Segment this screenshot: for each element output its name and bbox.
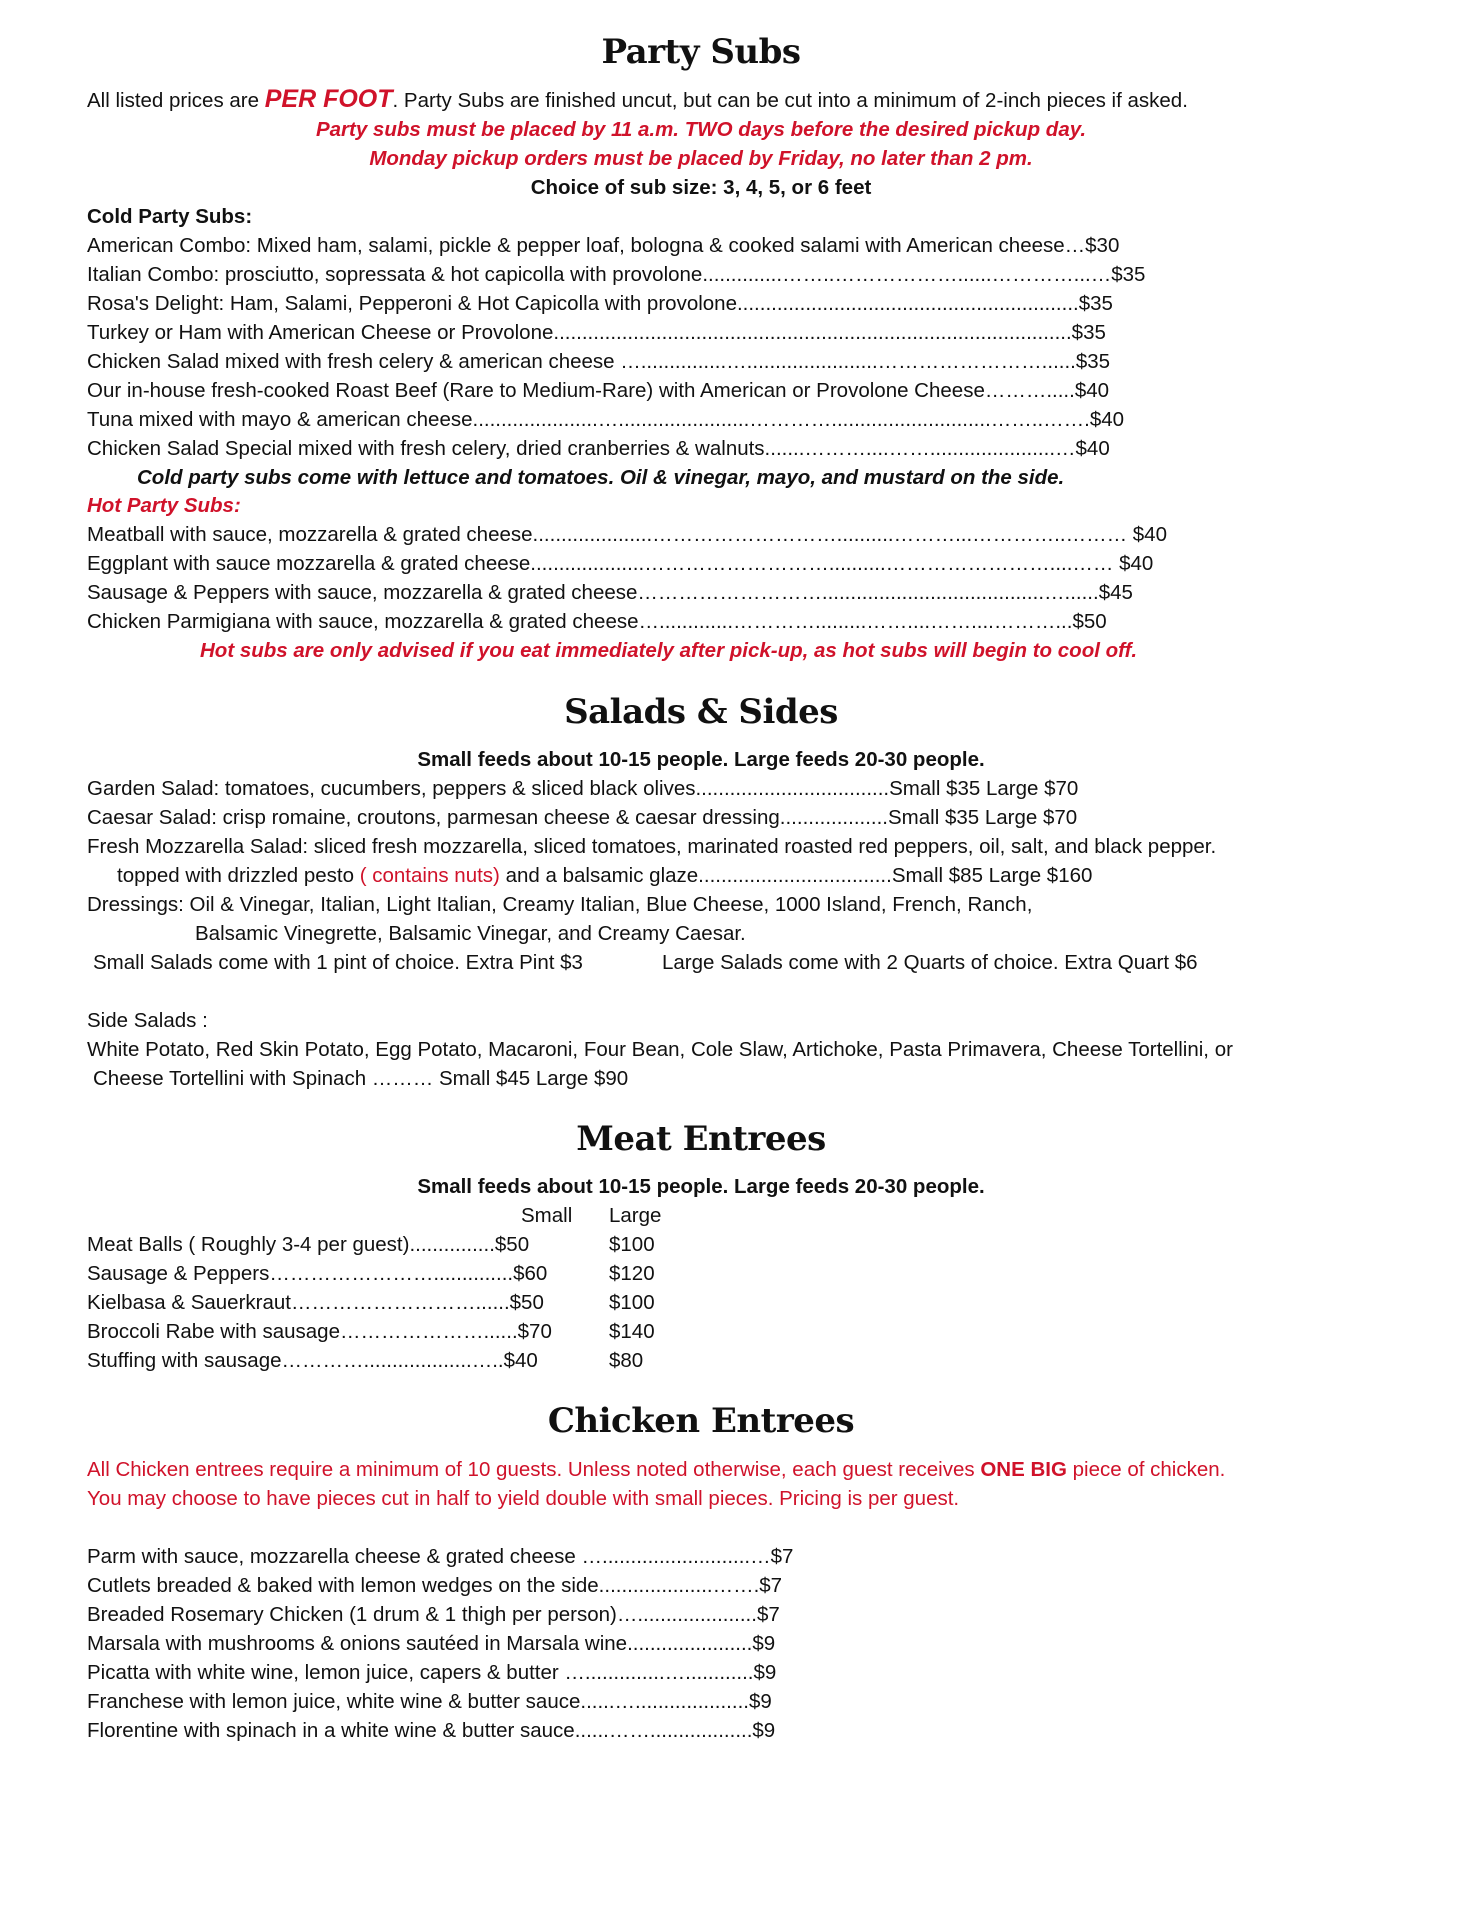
mozz-detail-price: and a balsamic glaze..................................Small $85 Large $160 <box>499 864 1093 887</box>
meat-item: Meat Balls ( Roughly 3-4 per guest)...............$50 <box>87 1233 530 1256</box>
meat-item: Sausage & Peppers……………………..............$60 <box>87 1262 548 1285</box>
chicken-pricing-note: You may choose to have pieces cut in half to yield double with small pieces. Pricing is per guest. <box>87 1487 960 1510</box>
chicken-note-text: All Chicken entrees require a minimum of 10 guests. Unless noted otherwise, each guest receives <box>87 1458 981 1481</box>
side-salads-title: Side Salads : <box>87 1009 208 1032</box>
chicken-item: Franchese with lemon juice, white wine & butter sauce......…....................$9 <box>87 1690 772 1713</box>
intro-text: All listed prices are <box>87 89 265 112</box>
meat-item-large-price: $100 <box>609 1233 655 1256</box>
intro-text-after: . Party Subs are finished uncut, but can be cut into a minimum of 2-inch pieces if asked. <box>392 89 1188 112</box>
one-big-emphasis: ONE BIG <box>980 1458 1067 1481</box>
cold-sub-item: Italian Combo: prosciutto, sopressata & hot capicolla with provolone..............……..………………......…………...…$35 <box>87 263 1146 286</box>
monday-pickup-notice: Monday pickup orders must be placed by Friday, no later than 2 pm. <box>369 147 1033 170</box>
hot-subs-note: Hot subs are only advised if you eat immediately after pick-up, as hot subs will begin to cool off. <box>200 639 1138 662</box>
per-foot-emphasis: PER FOOT <box>264 85 393 113</box>
meat-item-large-price: $80 <box>609 1349 644 1372</box>
chicken-item: Picatta with white wine, lemon juice, capers & butter …..............…............$9 <box>87 1661 777 1684</box>
chicken-item: Marsala with mushrooms & onions sautéed in Marsala wine......................$9 <box>87 1632 776 1655</box>
mozzarella-salad-item: Fresh Mozzarella Salad: sliced fresh mozzarella, sliced tomatoes, marinated roasted red peppers, oil, salt, and black pepper. <box>87 835 1217 858</box>
dressings-list-cont: Balsamic Vinegrette, Balsamic Vinegar, and Creamy Caesar. <box>195 922 746 945</box>
chicken-item: Parm with sauce, mozzarella cheese & grated cheese …..........................…$7 <box>87 1545 794 1568</box>
chicken-note-text-after: piece of chicken. <box>1066 1458 1226 1481</box>
meat-item-large-price: $120 <box>609 1262 655 1285</box>
meat-item: Kielbasa & Sauerkraut………………………......$50 <box>87 1291 544 1314</box>
cold-sub-item: American Combo: Mixed ham, salami, pickle & pepper loaf, bologna & cooked salami with American cheese…$30 <box>87 234 1120 257</box>
chicken-item: Cutlets breaded & baked with lemon wedges on the side....................…….$7 <box>87 1574 783 1597</box>
party-subs-heading: Party Subs <box>601 32 801 72</box>
cold-sub-item: Our in-house fresh-cooked Roast Beef (Rare to Medium-Rare) with American or Provolone Cheese……….....$40 <box>87 379 1110 402</box>
chicken-item: Breaded Rosemary Chicken (1 drum & 1 thigh per person)….....................$7 <box>87 1603 780 1626</box>
cold-sub-item: Chicken Salad mixed with fresh celery & american cheese …...............….......................……………………......$35 <box>87 350 1111 373</box>
salads-heading: Salads & Sides <box>564 692 838 732</box>
caesar-salad-item: Caesar Salad: crisp romaine, croutons, parmesan cheese & caesar dressing...................Small $35 Large $70 <box>87 806 1078 829</box>
cold-sub-item: Rosa's Delight: Ham, Salami, Pepperoni & Hot Capicolla with provolone............................................................$35 <box>87 292 1113 315</box>
small-dressing-note: Small Salads come with 1 pint of choice. Extra Pint $3 <box>93 951 583 974</box>
order-deadline-notice: Party subs must be placed by 11 a.m. TWO days before the desired pickup day. <box>315 118 1087 141</box>
salads-feeds-note: Small feeds about 10-15 people. Large feeds 20-30 people. <box>417 748 985 771</box>
meat-entrees-heading: Meat Entrees <box>576 1119 826 1159</box>
mozzarella-salad-detail <box>117 861 1092 890</box>
hot-subs-title: Hot Party Subs: <box>87 494 241 517</box>
dressings-list: Dressings: Oil & Vinegar, Italian, Light Italian, Creamy Italian, Blue Cheese, 1000 Island, French, Ranch, <box>87 893 1033 916</box>
chicken-minimum-note <box>87 1455 1225 1484</box>
meat-item-large-price: $100 <box>609 1291 655 1314</box>
cold-sub-item: Turkey or Ham with American Cheese or Provolone...........................................................................................$35 <box>87 321 1106 344</box>
meat-feeds-note: Small feeds about 10-15 people. Large feeds 20-30 people. <box>417 1175 985 1198</box>
meat-item: Broccoli Rabe with sausage…………………......$70 <box>87 1320 552 1343</box>
cold-subs-note: Cold party subs come with lettuce and tomatoes. Oil & vinegar, mayo, and mustard on the side. <box>137 466 1065 489</box>
meat-item: Stuffing with sausage…………...................…..$40 <box>87 1349 538 1372</box>
garden-salad-item: Garden Salad: tomatoes, cucumbers, peppers & sliced black olives..................................Small $35 Large $70 <box>87 777 1079 800</box>
hot-sub-item: Eggplant with sauce mozzarella & grated cheese....................………………………..........……………………....…… $40 <box>87 552 1154 575</box>
hot-sub-item: Sausage & Peppers with sauce, mozzarella & grated cheese……………………….......................................…......$45 <box>87 581 1133 604</box>
small-column-header: Small <box>521 1204 573 1227</box>
large-dressing-note: Large Salads come with 2 Quarts of choice. Extra Quart $6 <box>662 951 1198 974</box>
chicken-item: Florentine with spinach in a white wine & butter sauce......……..................$9 <box>87 1719 776 1742</box>
mozz-detail-text: topped with drizzled pesto <box>117 864 360 887</box>
cold-sub-item: Tuna mixed with mayo & american cheese......................….......................…………............................……..…….$40 <box>87 408 1125 431</box>
party-subs-intro <box>87 85 1188 115</box>
side-salads-price: Cheese Tortellini with Spinach ……… Small $45 Large $90 <box>93 1067 629 1090</box>
hot-sub-item: Chicken Parmigiana with sauce, mozzarella & grated cheese….............………….........……....……....………...$50 <box>87 610 1107 633</box>
cold-sub-item: Chicken Salad Special mixed with fresh celery, dried cranberries & walnuts.......………....……......................…$40 <box>87 437 1110 460</box>
meat-item-large-price: $140 <box>609 1320 655 1343</box>
side-salads-list: White Potato, Red Skin Potato, Egg Potato, Macaroni, Four Bean, Cole Slaw, Artichoke, Pasta Primavera, Cheese Tortellini, or <box>87 1038 1233 1061</box>
cold-subs-title: Cold Party Subs: <box>87 205 253 228</box>
large-column-header: Large <box>609 1204 662 1227</box>
sub-size-choice: Choice of sub size: 3, 4, 5, or 6 feet <box>530 176 872 199</box>
chicken-entrees-heading: Chicken Entrees <box>547 1401 855 1441</box>
hot-sub-item: Meatball with sauce, mozzarella & grated cheese.....................………………………..........………...…………..……… $40 <box>87 523 1167 546</box>
contains-nuts-warning: ( contains nuts) <box>359 864 500 887</box>
